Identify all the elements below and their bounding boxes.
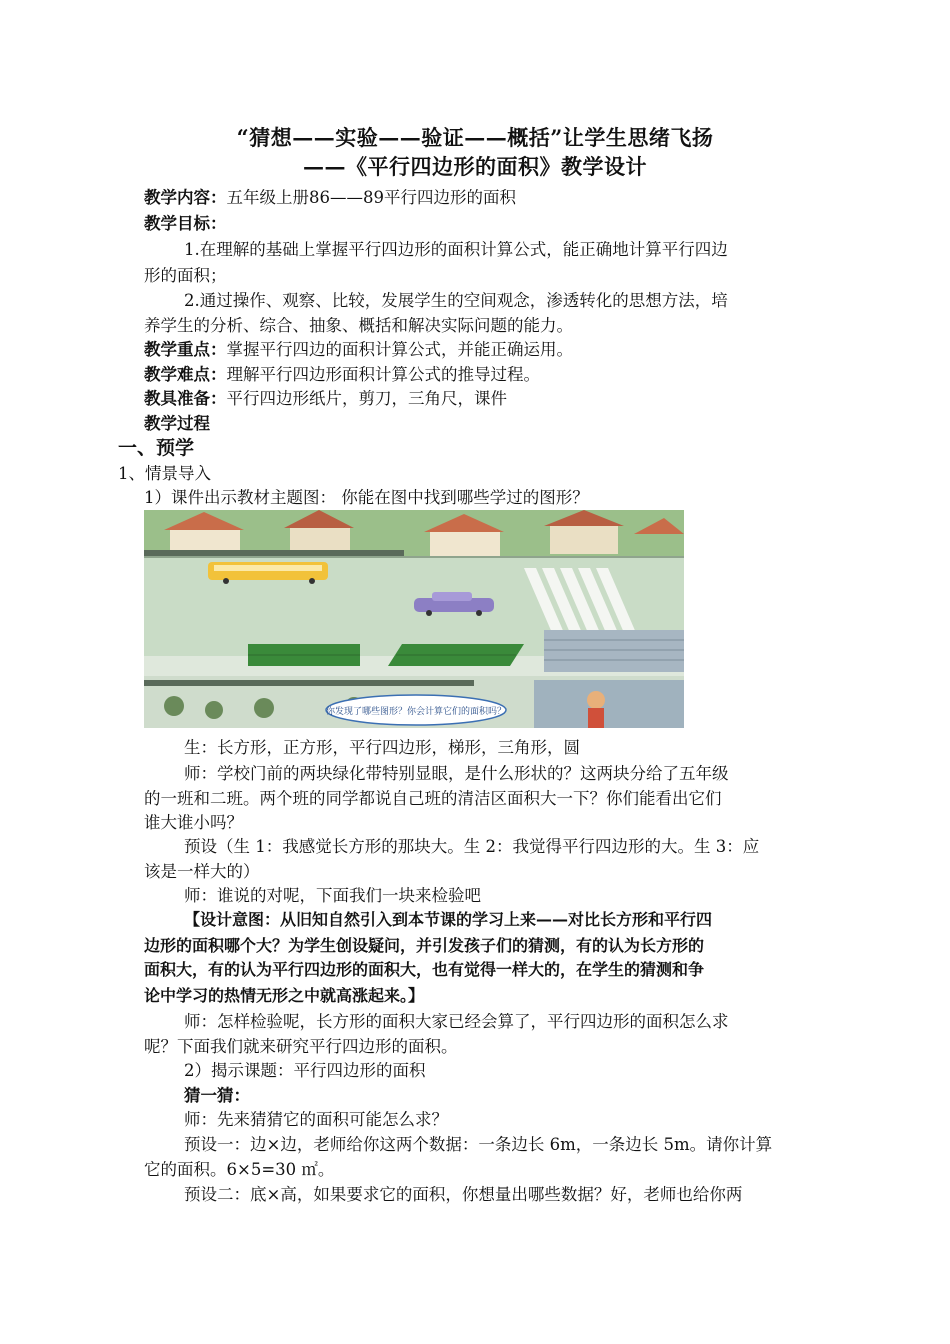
tools-line bbox=[144, 387, 507, 411]
preset-line-3a: 预设二：底×高，如果要求它的面积，你想量出哪些数据？好，老师也给你两 bbox=[184, 1185, 743, 1204]
key-label: 教学重点： bbox=[144, 340, 227, 359]
design-intent-c: 面积大，有的认为平行四边形的面积大，也有觉得一样大的，在学生的猜测和争 bbox=[144, 960, 705, 979]
subsection-heading: 1、情景导入 bbox=[118, 464, 211, 483]
design-intent-d: 论中学习的热情无形之中就高涨起来。】 bbox=[144, 986, 425, 1005]
teacher-line-3b: 呢？下面我们就来研究平行四边形的面积。 bbox=[144, 1037, 458, 1056]
goal2-line-b: 养学生的分析、综合、抽象、概括和解决实际问题的能力。 bbox=[144, 316, 573, 335]
guess-heading: 猜一猜： bbox=[184, 1086, 250, 1105]
goal2-line-a: 2.通过操作、观察、比较，发展学生的空间观念，渗透转化的思想方法，培 bbox=[184, 291, 728, 310]
goal-label: 教学目标： bbox=[144, 214, 227, 233]
teacher-line-1a: 师：学校门前的两块绿化带特别显眼，是什么形状的？这两块分给了五年级 bbox=[184, 764, 729, 783]
street-scene-image bbox=[144, 510, 684, 728]
teacher-line-1b: 的一班和二班。两个班的同学都说自己班的清洁区面积大一下？你们能看出它们 bbox=[144, 789, 722, 808]
content-text: 五年级上册86——89平行四边形的面积 bbox=[226, 188, 516, 207]
preset-line-1a: 预设（生 1：我感觉长方形的那块大。生 2：我觉得平行四边形的大。生 3：应 bbox=[184, 837, 760, 856]
design-intent-b: 边形的面积哪个大？为学生创设疑问，并引发孩子们的猜测，有的认为长方形的 bbox=[144, 936, 705, 955]
key-line bbox=[144, 338, 573, 362]
student-answer: 生：长方形，正方形，平行四边形，梯形，三角形，圆 bbox=[184, 738, 580, 757]
preset-line-2a: 预设一：边×边，老师给你这两个数据：一条边长 6m，一条边长 5m。请你计算 bbox=[184, 1135, 773, 1154]
step1-line: 1）课件出示教材主题图： 你能在图中找到哪些学过的图形？ bbox=[144, 488, 589, 507]
diff-line bbox=[144, 363, 540, 387]
diff-label: 教学难点： bbox=[144, 365, 227, 384]
teacher-line-2: 师：谁说的对呢，下面我们一块来检验吧 bbox=[184, 886, 481, 905]
content-label: 教学内容： bbox=[144, 188, 227, 207]
textbook-illustration bbox=[144, 510, 684, 728]
document-title: “猜想——实验——验证——概括”让学生思绪飞扬 bbox=[236, 125, 714, 150]
diff-text: 理解平行四边形面积计算公式的推导过程。 bbox=[226, 365, 540, 384]
design-intent-a: 【设计意图：从旧知自然引入到本节课的学习上来——对比长方形和平行四 bbox=[184, 910, 713, 929]
teacher-line-1c: 谁大谁小吗？ bbox=[144, 813, 243, 832]
document-subtitle: ——《平行四边形的面积》教学设计 bbox=[303, 154, 647, 179]
goal1-line-a: 1.在理解的基础上掌握平行四边形的面积计算公式，能正确地计算平行四边 bbox=[184, 240, 728, 259]
content-line bbox=[144, 186, 516, 210]
teacher-line-3a: 师：怎样检验呢，长方形的面积大家已经会算了，平行四边形的面积怎么求 bbox=[184, 1012, 729, 1031]
speech-bubble-text: 你发现了哪些图形？你会计算它们的面积吗？ bbox=[325, 707, 507, 717]
process-label: 教学过程 bbox=[144, 414, 210, 433]
teacher-line-4: 师：先来猜猜它的面积可能怎么求？ bbox=[184, 1110, 448, 1129]
preset-line-1b: 该是一样大的） bbox=[144, 862, 260, 881]
tools-label: 教具准备： bbox=[144, 389, 227, 408]
preset-line-2b: 它的面积。6×5=30 ㎡。 bbox=[144, 1160, 335, 1179]
goal1-line-b: 形的面积； bbox=[144, 266, 227, 285]
key-text: 掌握平行四边的面积计算公式，并能正确运用。 bbox=[226, 340, 573, 359]
tools-text: 平行四边形纸片，剪刀，三角尺，课件 bbox=[226, 389, 507, 408]
section-heading: 一、预学 bbox=[118, 437, 195, 459]
step2-line: 2）揭示课题：平行四边形的面积 bbox=[184, 1061, 426, 1080]
